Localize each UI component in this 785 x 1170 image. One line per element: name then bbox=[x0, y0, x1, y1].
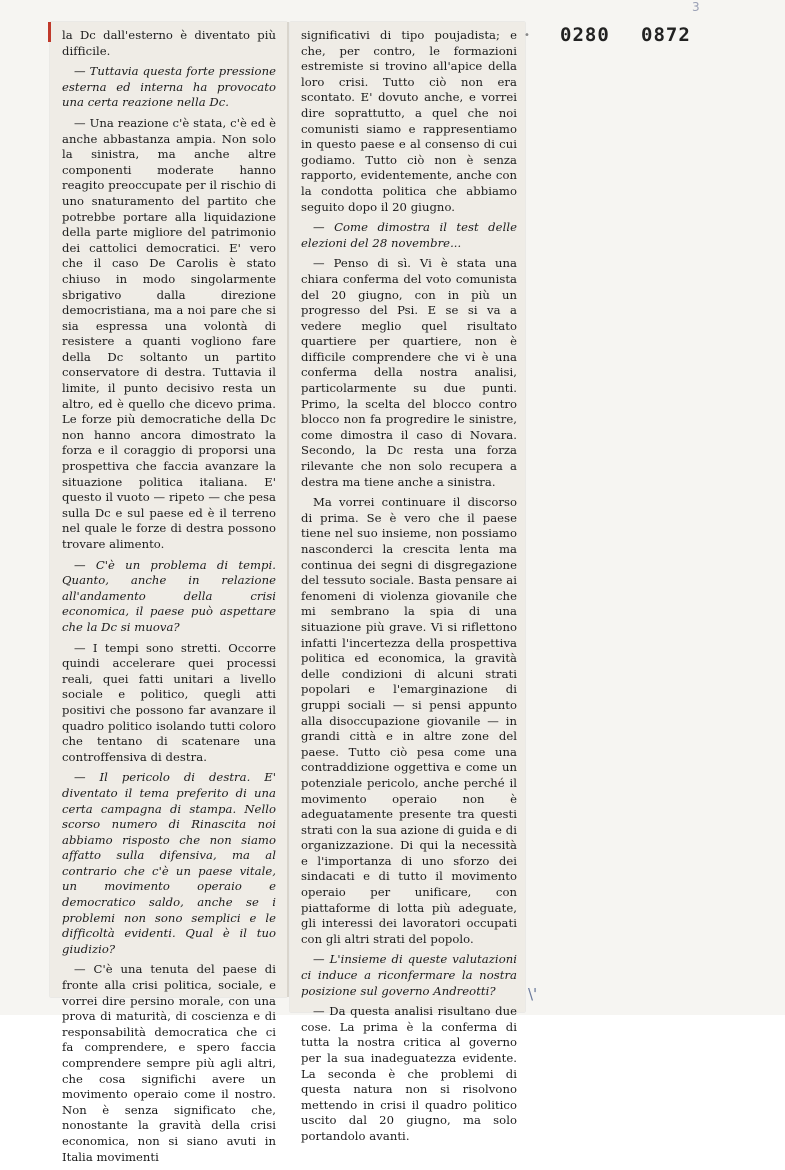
interview-question: — L'insieme di queste valutazioni ci induce a riconfermare la nostra posizione sul governo Andreotti? bbox=[301, 952, 517, 998]
article-paragraph: significativi di tipo poujadista; e che, per contro, le formazioni estremiste si trovino all'apice della loro crisi. Tutto ciò non era scontato. E' dovuto anche, e vorrei dire soprattutto, a quel che noi comunisti siamo e rappresentiamo in questo paese e al consenso di cui godiamo. Tutto ciò non è senza rapporto, evidentemente, anche con la condotta politica che abbiamo seguito dopo il 20 giugno. bbox=[301, 28, 517, 214]
article-column-left bbox=[62, 28, 276, 1170]
article-paragraph: — I tempi sono stretti. Occorre quindi accelerare quei processi reali, quei fatti unitari a livello sociale e politico, quegli atti positivi che possono far avanzare il quadro politico isolando tutti coloro che tentano di scatenare una controffensiva di destra. bbox=[62, 640, 276, 764]
article-paragraph: — Una reazione c'è stata, c'è ed è anche abbastanza ampia. Non solo la sinistra, ma anche altre componenti moderate hanno reagito preoccupate per il rischio di uno snaturamento del partito che potrebbe portare alla liquidazione della parte migliore del patrimonio dei cattolici democratici. E' vero che il caso De Carolis è stato chiuso in modo singolarmente sbrigativo dalla direzione democristiana, ma a noi pare che si sia espressa una volontà di resistere a quanti vogliono fare della Dc soltanto un partito conservatore di destra. Tuttavia il limite, il punto decisivo resta un altro, ed è quello che dicevo prima. Le forze più democratiche della Dc non hanno ancora dimostrato la forza e il coraggio di proporsi una prospettiva che faccia avanzare la situazione politica italiana. E' questo il vuoto — ripeto — che pesa sulla Dc e sul paese ed è il terreno nel quale le forze di destra possono trovare alimento. bbox=[62, 115, 276, 551]
column-divider bbox=[287, 22, 289, 997]
interview-question: — C'è un problema di tempi. Quanto, anche in relazione all'andamento della crisi economica, il paese può aspettare che la Dc si muova? bbox=[62, 557, 276, 634]
pencil-mark: \' bbox=[528, 985, 538, 1003]
archive-stamp-number: 0280 bbox=[560, 24, 610, 46]
article-paragraph: — Penso di sì. Vi è stata una chiara conferma del voto comunista del 20 giugno, con in più un progresso del Psi. E se si va a vedere meglio quel risultato quartiere per quartiere, non è difficile comprendere che vi è una conferma della nostra analisi, particolarmente su due punti. Primo, la scelta del blocco contro blocco non fa progredire le sinistre, come dimostra il caso di Novara. Secondo, la Dc resta una forza rilevante che non solo recupera a destra ma tiene anche a sinistra. bbox=[301, 256, 517, 489]
pencil-dot: • bbox=[524, 30, 530, 41]
interview-question: — Come dimostra il test delle elezioni del 28 novembre... bbox=[301, 220, 517, 250]
interview-question: — Tuttavia questa forte pressione esterna ed interna ha provocato una certa reazione nella Dc. bbox=[62, 64, 276, 110]
interview-question: — Il pericolo di destra. E' diventato il tema preferito di una certa campagna di stampa. Nello scorso numero di Rinascita noi abbiamo risposto che non siamo affatto sulla difensiva, ma al contrario che c'è un paese vitale, un movimento operaio e democratico saldo, anche se i problemi non sono semplici e le difficoltà evidenti. Qual è il tuo giudizio? bbox=[62, 770, 276, 956]
edge-mark bbox=[48, 22, 51, 42]
archive-stamp-page: 0872 bbox=[641, 24, 691, 46]
article-paragraph: la Dc dall'esterno è diventato più difficile. bbox=[62, 28, 276, 58]
article-column-right bbox=[301, 28, 517, 1150]
handwritten-page-number: 3 bbox=[692, 0, 700, 14]
article-paragraph: — Da questa analisi risultano due cose. La prima è la conferma di tutta la nostra critica al governo per la sua inadeguatezza evidente. La seconda è che problemi di questa natura non si risolvono mettendo in crisi il quadro politico uscito dal 20 giugno, ma solo portandolo avanti. bbox=[301, 1004, 517, 1143]
article-paragraph: Ma vorrei continuare il discorso di prima. Se è vero che il paese tiene nel suo insieme, non possiamo nasconderci la crescita lenta ma continua dei segni di disgregazione del tessuto sociale. Basta pensare ai fenomeni di violenza giovanile che mi sembrano la spia di una situazione più grave. Vi si riflettono infatti l'incertezza della prospettiva politica ed economica, la gravità delle condizioni di alcuni strati popolari e l'emarginazione di gruppi sociali — si pensi appunto alla disoccupazione giovanile — in grandi città e in altre zone del paese. Tutto ciò pesa come una contraddizione oggettiva e come un potenziale pericolo, anche perché il movimento operaio non è adeguatamente presente tra questi strati con la sua azione di guida e di organizzazione. Di qui la necessità e l'importanza di uno sforzo dei sindacati e di tutto il movimento operaio per unificare, con piattaforme di lotta più adeguate, gli interessi dei lavoratori occupati con gli altri strati del popolo. bbox=[301, 495, 517, 946]
article-paragraph: — C'è una tenuta del paese di fronte alla crisi politica, sociale, e vorrei dire persino morale, con una prova di maturità, di coscienza e di responsabilità democratica che ci fa comprendere, e spero faccia comprendere sempre più agli altri, che cosa significhi avere un movimento operaio come il nostro. Non è senza significato che, nonostante la gravità della crisi economica, non si siano avuti in Italia movimenti bbox=[62, 962, 276, 1164]
